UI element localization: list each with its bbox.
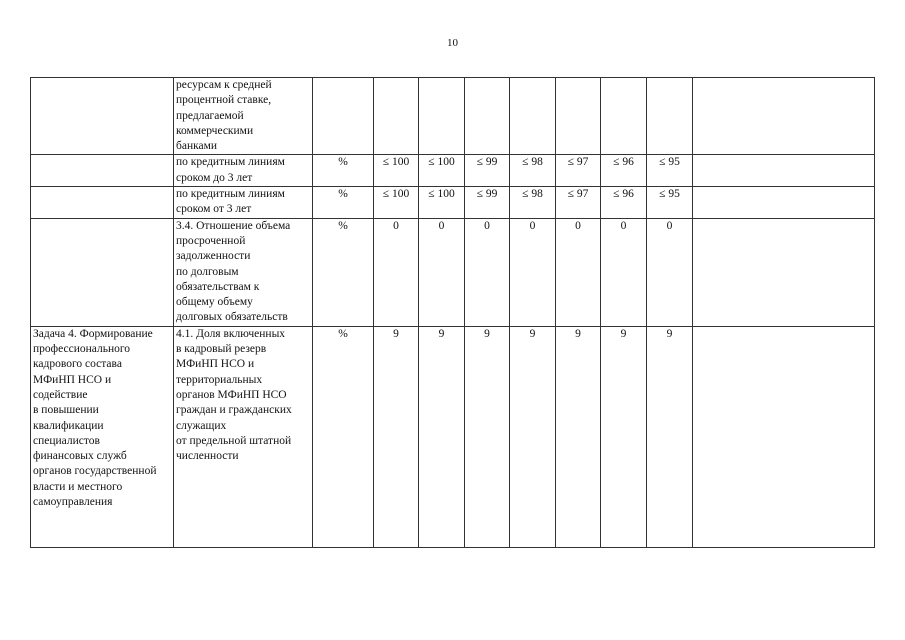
value-cell: 9 xyxy=(510,326,556,547)
value-cell: 9 xyxy=(601,326,647,547)
value-cell: ≤ 100 xyxy=(374,187,419,219)
value-cell: ≤ 99 xyxy=(465,187,510,219)
note-cell xyxy=(693,155,875,187)
value-cell: 9 xyxy=(374,326,419,547)
task-cell xyxy=(31,218,174,326)
value-cell: ≤ 99 xyxy=(465,155,510,187)
table-row xyxy=(31,326,875,547)
indicator-cell: по кредитным линиям сроком до 3 лет xyxy=(174,155,313,187)
value-cell xyxy=(556,78,601,155)
table-row xyxy=(31,218,875,326)
note-cell xyxy=(693,218,875,326)
value-cell: ≤ 95 xyxy=(647,187,693,219)
value-cell: 9 xyxy=(647,326,693,547)
value-cell: ≤ 95 xyxy=(647,155,693,187)
value-cell: ≤ 97 xyxy=(556,187,601,219)
value-cell: 9 xyxy=(556,326,601,547)
value-cell xyxy=(510,78,556,155)
task-cell xyxy=(31,78,174,155)
indicator-cell: по кредитным линиям сроком от 3 лет xyxy=(174,187,313,219)
indicator-cell: 4.1. Доля включенных в кадровый резерв МФиНП НСО и территориальных органов МФиНП НСО граждан и гражданских служащих от предельной штатной численности xyxy=(174,326,313,547)
value-cell: ≤ 100 xyxy=(419,155,465,187)
task-cell xyxy=(31,187,174,219)
value-cell xyxy=(419,78,465,155)
unit-cell: % xyxy=(313,218,374,326)
value-cell: ≤ 96 xyxy=(601,187,647,219)
value-cell: 0 xyxy=(647,218,693,326)
value-cell xyxy=(601,78,647,155)
value-cell: ≤ 98 xyxy=(510,155,556,187)
value-cell: ≤ 96 xyxy=(601,155,647,187)
value-cell xyxy=(647,78,693,155)
value-cell: 0 xyxy=(374,218,419,326)
unit-cell: % xyxy=(313,187,374,219)
value-cell: ≤ 100 xyxy=(419,187,465,219)
indicators-table xyxy=(30,77,875,548)
task-cell xyxy=(31,155,174,187)
page-number: 10 xyxy=(447,37,458,49)
table-row xyxy=(31,187,875,219)
note-cell xyxy=(693,187,875,219)
value-cell: 0 xyxy=(419,218,465,326)
note-cell xyxy=(693,78,875,155)
table-row xyxy=(31,155,875,187)
unit-cell: % xyxy=(313,326,374,547)
note-cell xyxy=(693,326,875,547)
value-cell: 0 xyxy=(465,218,510,326)
value-cell: 0 xyxy=(510,218,556,326)
indicator-cell: ресурсам к средней процентной ставке, предлагаемой коммерческими банками xyxy=(174,78,313,155)
task-cell: Задача 4. Формирование профессионального кадрового состава МФиНП НСО и содействие в повышении квалификации специалистов финансовых служб органов государственной власти и местного самоуправления xyxy=(31,326,174,547)
indicator-cell: 3.4. Отношение объема просроченной задолженности по долговым обязательствам к общему объему долговых обязательств xyxy=(174,218,313,326)
value-cell: 9 xyxy=(465,326,510,547)
unit-cell: % xyxy=(313,155,374,187)
value-cell xyxy=(374,78,419,155)
value-cell xyxy=(465,78,510,155)
value-cell: ≤ 100 xyxy=(374,155,419,187)
unit-cell xyxy=(313,78,374,155)
value-cell: ≤ 97 xyxy=(556,155,601,187)
value-cell: 0 xyxy=(601,218,647,326)
table-row xyxy=(31,78,875,155)
value-cell: ≤ 98 xyxy=(510,187,556,219)
value-cell: 9 xyxy=(419,326,465,547)
value-cell: 0 xyxy=(556,218,601,326)
